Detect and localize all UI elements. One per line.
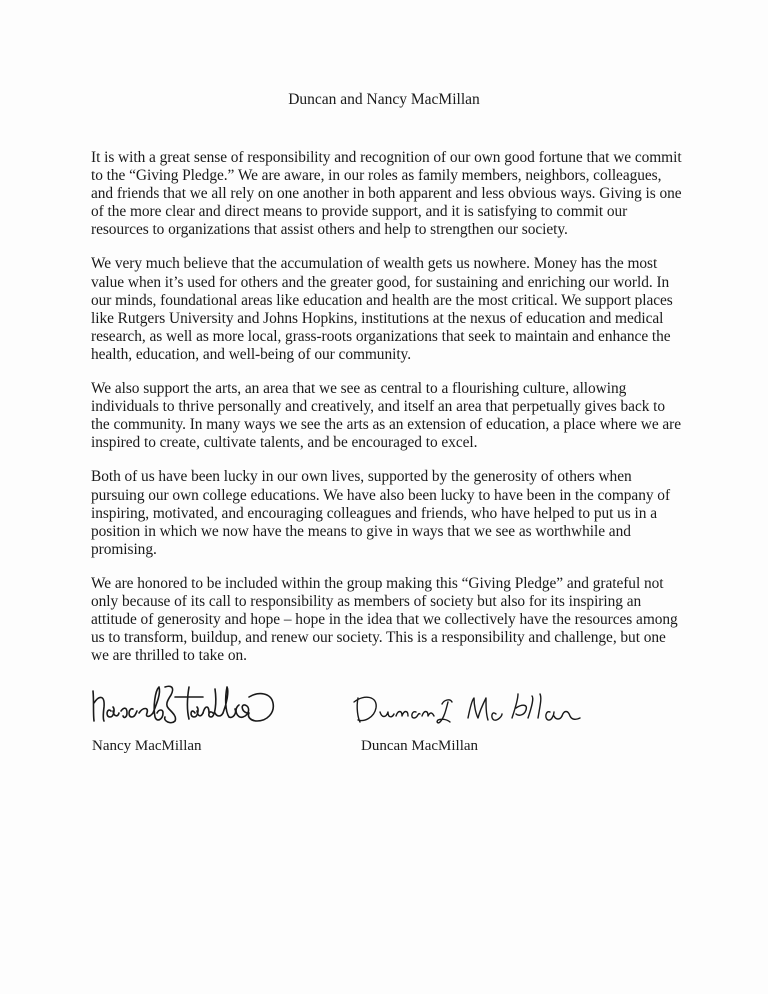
paragraph-5: We are honored to be included within the group making this “Giving Pledge” and grateful not only because of its call to responsibility as members of society but also for its inspiring an attitude of generosity and hope – hope in the idea that we collectively have the resources among us to transform, buildup, and renew our society. This is a responsibility and challenge, but one we are thrilled to take on. (91, 574, 678, 665)
signature-block-nancy (91, 683, 291, 754)
paragraph-1: It is with a great sense of responsibility and recognition of our own good fortune that we commit to the “Giving Pledge.” We are aware, in our roles as family members, neighbors, colleagues, and friends that we all rely on one another in both apparent and less obvious ways. Giving is one of the more clear and direct means to provide support, and it is satisfying to commit our resources to organizations that assist others and help to strengthen our society. (91, 149, 682, 239)
paragraph-3: We also support the arts, an area that we see as central to a flourishing culture, allowing individuals to thrive personally and creatively, and itself an area that perpetually gives back to the community. In many ways we see the arts as an extension of education, a place where we are inspired to create, cultivate talents, and be encouraged to excel. (91, 380, 682, 452)
paragraph-2: We very much believe that the accumulation of wealth gets us nowhere. Money has the most value when it’s used for others and the greater good, for sustaining and enriching our world. In our minds, foundational areas like education and health are the most critical. We support places like Rutgers University and Johns Hopkins, institutions at the nexus of education and medical research, as well as more local, grass-roots organizations that seek to maintain and enhance the health, education, and well-being of our community. (91, 255, 673, 363)
paragraph-4: Both of us have been lucky in our own lives, supported by the generosity of others when pursuing our own college educations. We have also been lucky to have been in the company of inspiring, motivated, and encouraging colleagues and friends, who have helped to put us in a position in which we now have the means to give in ways that we see as worthwhile and promising. (91, 468, 671, 558)
letter-title: Duncan and Nancy MacMillan (288, 91, 480, 108)
duncan-name: Duncan MacMillan (361, 738, 479, 754)
nancy-name: Nancy MacMillan (92, 738, 202, 754)
nancy-signature-icon (91, 683, 291, 733)
signature-block-duncan (352, 688, 582, 754)
duncan-signature-icon (352, 688, 582, 732)
letter-body (91, 149, 683, 681)
